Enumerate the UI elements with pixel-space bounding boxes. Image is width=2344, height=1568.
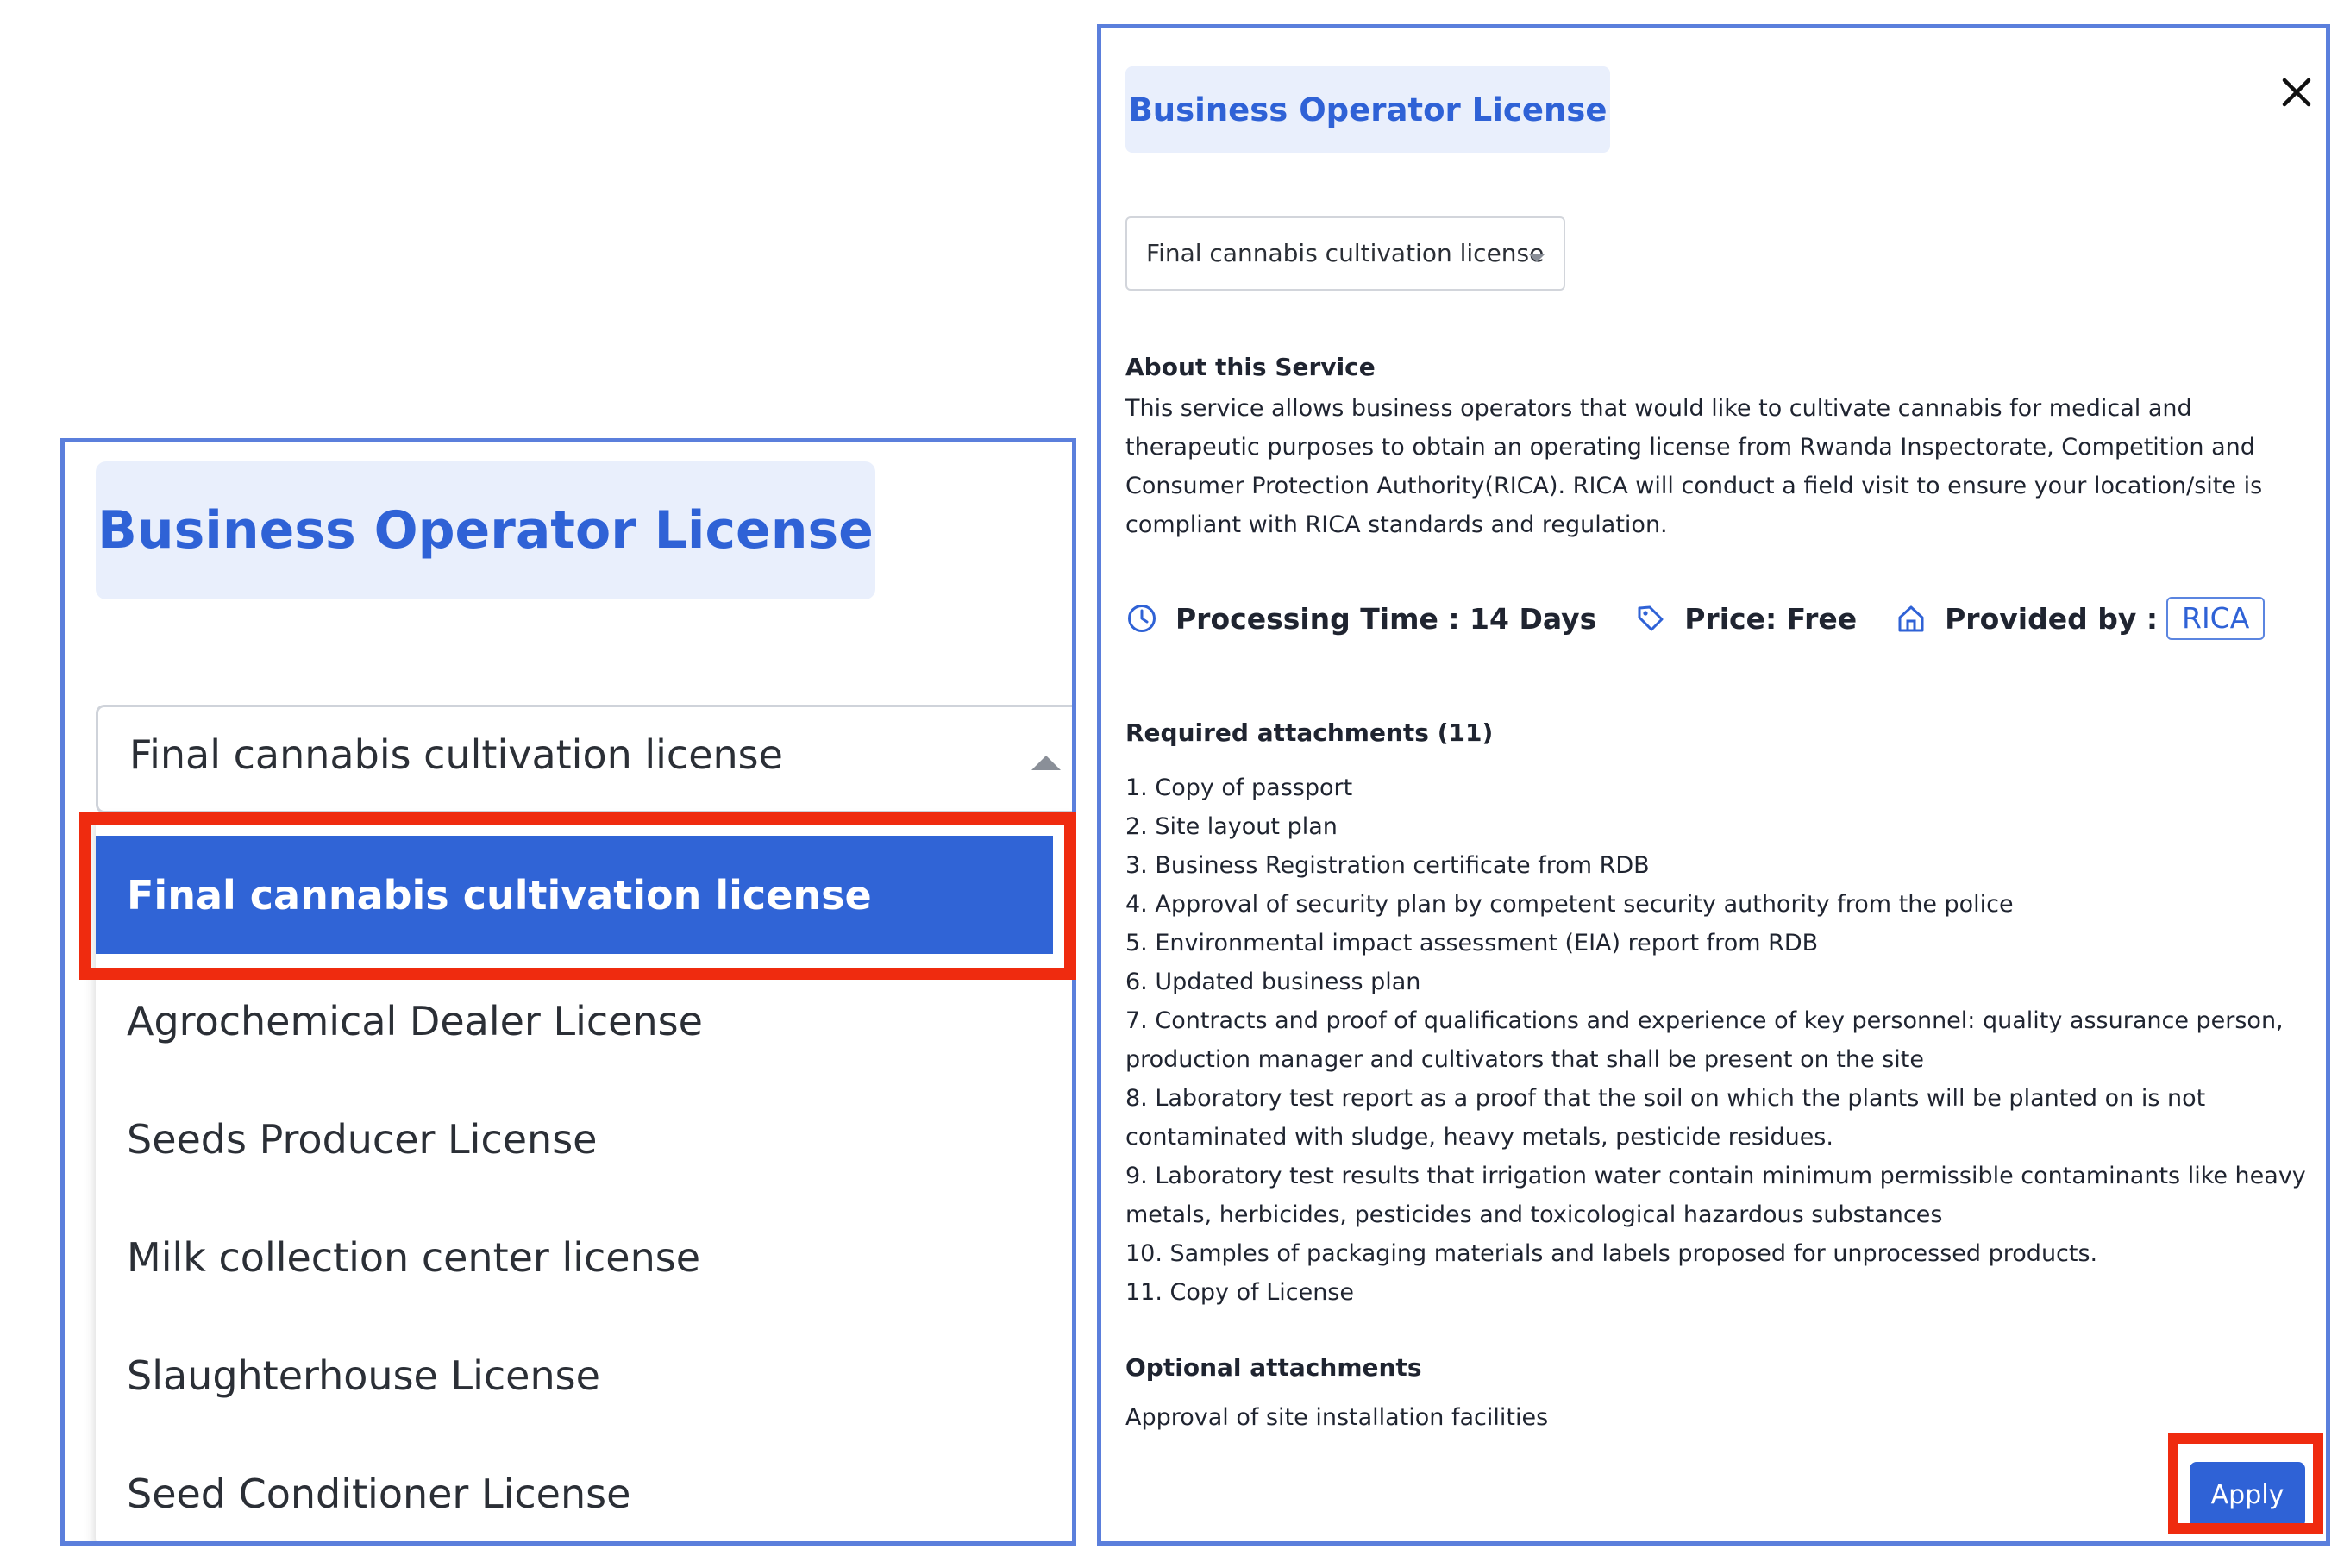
list-item: 7. Contracts and proof of qualifications and experience of key personnel: quality assurance person, production manager and cultivators that shall be present on the site <box>1125 1007 2284 1073</box>
dropdown-option-slaughterhouse[interactable] <box>96 1316 1053 1434</box>
dropdown-option-label: Agrochemical Dealer License <box>127 997 703 1044</box>
list-item: 1. Copy of passport <box>1125 775 1353 801</box>
close-icon[interactable] <box>2276 72 2317 113</box>
caret-up-icon <box>1031 756 1061 770</box>
provided-by-label: Provided by : <box>1945 601 2159 636</box>
license-type-select[interactable] <box>96 705 1076 813</box>
service-info-row <box>1125 593 2265 644</box>
price: Price: Free <box>1684 601 1858 636</box>
list-item: 9. Laboratory test results that irrigation water contain minimum permissible contaminants like heavy metals, herbicides, pesticides and toxicological hazardous substances <box>1125 1163 2306 1228</box>
clock-icon <box>1125 602 1158 635</box>
dropdown-option-seed-conditioner[interactable] <box>96 1434 1053 1546</box>
dropdown-option-final-cannabis[interactable] <box>96 836 1053 954</box>
dropdown-option-label: Milk collection center license <box>127 1233 701 1281</box>
home-icon <box>1895 602 1927 635</box>
dropdown-option-label: Seeds Producer License <box>127 1115 598 1163</box>
dropdown-option-milk-collection[interactable] <box>96 1198 1053 1316</box>
processing-time: Processing Time : 14 Days <box>1175 601 1597 636</box>
list-item: 2. Site layout plan <box>1125 813 1338 840</box>
required-attachments-heading: Required attachments (11) <box>1125 718 1494 747</box>
optional-attachments-heading: Optional attachments <box>1125 1353 1422 1382</box>
zoomed-dropdown-panel <box>60 438 1076 1546</box>
modal-title-badge <box>1125 66 1610 153</box>
caret-down-icon <box>1529 254 1545 262</box>
dropdown-option-seeds-producer[interactable] <box>96 1080 1053 1198</box>
dropdown-option-agrochemical-dealer[interactable] <box>96 962 1053 1080</box>
tag-icon <box>1634 602 1667 635</box>
required-attachments-list <box>1125 768 2310 1312</box>
page-title-badge <box>96 461 875 599</box>
list-item: 10. Samples of packaging materials and labels proposed for unprocessed products. <box>1125 1240 2098 1267</box>
modal-title: Business Operator License <box>1128 91 1608 129</box>
service-details-modal <box>1097 24 2330 1546</box>
dropdown-option-label: Final cannabis cultivation license <box>127 871 872 919</box>
license-type-select-value: Final cannabis cultivation license <box>129 731 783 778</box>
list-item: 5. Environmental impact assessment (EIA) report from RDB <box>1125 930 1819 956</box>
license-type-select[interactable] <box>1125 216 1565 291</box>
list-item: 6. Updated business plan <box>1125 969 1421 995</box>
optional-attachment-item: Approval of site installation facilities <box>1125 1404 1549 1431</box>
about-heading: About this Service <box>1125 353 1376 381</box>
license-type-dropdown-menu <box>96 815 1075 1546</box>
apply-button[interactable]: Apply <box>2190 1462 2305 1527</box>
page-title: Business Operator License <box>97 500 874 561</box>
list-item: 11. Copy of License <box>1125 1279 1354 1306</box>
dropdown-option-label: Slaughterhouse License <box>127 1352 600 1399</box>
list-item: 8. Laboratory test report as a proof that the soil on which the plants will be planted on is not contaminated with sludge, heavy metals, pesticide residues. <box>1125 1085 2206 1151</box>
provider-badge: RICA <box>2166 597 2265 640</box>
license-type-select-value: Final cannabis cultivation license <box>1146 239 1545 267</box>
about-description: This service allows business operators that would like to cultivate cannabis for medical and therapeutic purposes to obtain an operating license from Rwanda Inspectorate, Competition and Consumer Protection Authority(RICA). RICA will conduct a field visit to ensure your location/site is compliant with RICA standards and regulation. <box>1125 395 2263 538</box>
list-item: 4. Approval of security plan by competent security authority from the police <box>1125 891 2014 918</box>
list-item: 3. Business Registration certificate from RDB <box>1125 852 1650 879</box>
dropdown-option-label: Seed Conditioner License <box>127 1470 631 1517</box>
